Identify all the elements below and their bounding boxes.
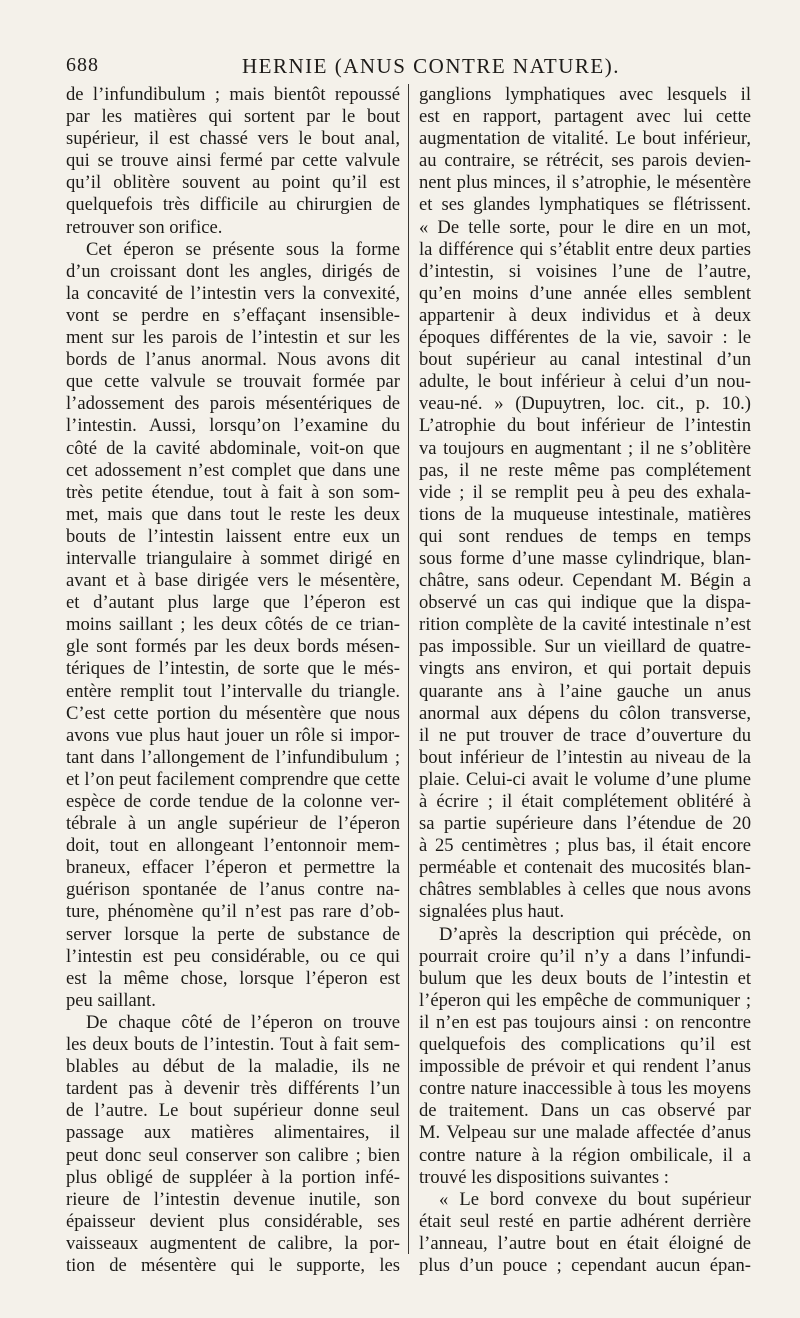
text-line: et d’autant plus large que l’éperon est: [66, 592, 400, 614]
text-line: tébrale à un angle supérieur de l’éperon: [66, 813, 400, 835]
text-line: plus obligé de suppléer à la portion infé-: [66, 1166, 400, 1188]
text-line: intervalle triangulaire à sommet dirigé en: [66, 547, 400, 569]
text-line: ment sur les parois de l’intestin et sur les: [66, 327, 400, 349]
text-line: de l’autre. Le bout supérieur donne seul: [66, 1100, 400, 1122]
text-line: trouvé les dispositions suivantes :: [419, 1166, 669, 1188]
text-line: quelquefois très difficile au chirurgien de: [66, 194, 400, 216]
text-line: d’intestin, si voisines l’une de l’autre,: [419, 260, 751, 282]
text-line: passage aux matières alimentaires, il: [66, 1122, 400, 1144]
text-line: était seul resté en partie adhérent derrière: [419, 1210, 751, 1232]
text-line: avons vue plus haut jouer un rôle si impor-: [66, 724, 400, 746]
text-line: vide ; il se remplit peu à peu des exhala-: [419, 481, 751, 503]
page-number: 688: [66, 54, 99, 76]
text-line: adulte, le bout inférieur à celui d’un nou-: [419, 371, 751, 393]
text-line: doit, tout en allongeant l’entonnoir mem-: [66, 835, 400, 857]
text-line: nent plus minces, il s’atrophie, le mésentère: [419, 172, 751, 194]
text-line: quelquefois des complications qu’il est: [419, 1034, 751, 1056]
text-line: retrouver son orifice.: [66, 216, 223, 238]
text-line: l’anneau, l’autre bout en était éloigné de: [419, 1232, 751, 1254]
text-line: augmentation de vitalité. Le bout inférieur,: [419, 128, 751, 150]
text-line: va toujours en augmentant ; il ne s’oblitère: [419, 437, 751, 459]
text-line: au contraire, se rétrécit, ses parois devien-: [419, 150, 751, 172]
text-line: les deux bouts de l’intestin. Tout à fait sem-: [66, 1034, 400, 1056]
text-line: qui se trouve ainsi fermé par cette valvule: [66, 150, 400, 172]
text-line: qu’il oblitère souvent au point qu’il est: [66, 172, 400, 194]
text-line: avant et à base dirigée vers le mésentère,: [66, 570, 400, 592]
text-line: pas, il ne reste même pas complétement: [419, 459, 751, 481]
text-line: bout inférieur de l’intestin au niveau de la: [419, 746, 751, 768]
text-line: tardent pas à devenir très différents l’un: [66, 1078, 400, 1100]
column-divider: [408, 84, 409, 1254]
text-line: tant dans l’allongement de l’infundibulum ;: [66, 746, 400, 768]
text-line: bouts de l’intestin laissent entre eux un: [66, 525, 400, 547]
text-line: est en rapport, partagent avec lui cette: [419, 106, 751, 128]
text-line: tion de mésentère qui le supporte, les: [66, 1254, 400, 1276]
text-line: la différence qui s’établit entre deux parties: [419, 238, 751, 260]
text-line: l’éperon qui les empêche de communiquer ;: [419, 989, 751, 1011]
text-line: qu’en moins d’une année elles semblent: [419, 282, 751, 304]
text-line: C’est cette portion du mésentère que nous: [66, 702, 400, 724]
text-line: vingts ans environ, et qui portait depuis: [419, 658, 751, 680]
text-line: pas impossible. Sur un vieillard de quatre-: [419, 636, 751, 658]
text-line: tions de la muqueuse intestinale, matières: [419, 503, 751, 525]
text-line: par les matières qui sortent par le bout: [66, 106, 400, 128]
text-line: ture, phénomène qu’il n’est pas rare d’ob-: [66, 901, 400, 923]
text-line: châtre, sans odeur. Cependant M. Bégin a: [419, 570, 751, 592]
right-column: [419, 84, 751, 1277]
text-line: De chaque côté de l’éperon on trouve: [86, 1011, 400, 1033]
text-line: époques différentes de la vie, savoir : le: [419, 327, 751, 349]
text-line: Cet éperon se présente sous la forme: [86, 238, 400, 260]
text-line: que cette valvule se trouvait formée par: [66, 371, 400, 393]
text-line: très petite étendue, tout à fait à son som-: [66, 481, 400, 503]
text-line: à écrire ; il était complétement oblitéré à: [419, 791, 751, 812]
text-line: à 25 centimètres ; plus bas, il était encore: [419, 835, 751, 857]
text-line: pourrait croire qu’il n’y a dans l’infundi-: [419, 945, 751, 967]
text-line: appartenir à deux individus et à deux: [419, 304, 751, 326]
text-line: observé un cas qui indique que la dispa-: [419, 592, 751, 614]
text-line: rition complète de la cavité intestinale n’est: [419, 614, 751, 636]
text-line: guérison spontanée de l’anus contre na-: [66, 879, 400, 901]
text-line: l’intestin est peu considérable, ou ce qui: [66, 945, 400, 967]
text-line: sous forme d’une masse cylindrique, blan-: [419, 547, 751, 569]
text-line: « Le bord convexe du bout supérieur: [439, 1188, 751, 1210]
text-line: châtres semblables à celles que nous avons: [419, 879, 751, 901]
text-line: d’un croissant dont les angles, dirigés de: [66, 260, 400, 282]
text-line: qui sont rendues de temps en temps: [419, 525, 751, 547]
left-column: [66, 84, 400, 1277]
text-line: M. Velpeau sur une malade affectée d’anus: [419, 1122, 751, 1144]
text-line: contre nature inaccessible à tous les moyens: [419, 1078, 751, 1100]
text-line: « De telle sorte, pour le dire en un mot,: [419, 216, 751, 238]
text-line: quarante ans à l’aine gauche un anus: [419, 680, 751, 702]
running-title: HERNIE (ANUS CONTRE NATURE).: [242, 54, 620, 78]
text-line: signalées plus haut.: [419, 901, 565, 923]
text-line: vaisseaux augmentent de calibre, la por-: [66, 1232, 400, 1254]
text-line: tériques de l’intestin, de sorte que le més-: [66, 658, 400, 680]
text-line: braneux, effacer l’éperon et permettre la: [66, 857, 400, 879]
text-line: plaie. Celui-ci avait le volume d’une plume: [419, 768, 751, 790]
text-line: cet adossement n’est complet que dans une: [66, 459, 400, 481]
text-line: entère remplit tout l’intervalle du triangle.: [66, 680, 400, 702]
text-line: vont se perdre en s’effaçant insensible-: [66, 304, 400, 326]
text-line: et ses glandes lymphatiques se flétrissent.: [419, 194, 751, 216]
text-line: L’atrophie du bout inférieur de l’intestin: [419, 415, 751, 437]
text-line: contre nature à la région ombilicale, il a: [419, 1144, 751, 1166]
text-line: l’intestin. Aussi, lorsqu’on l’examine du: [66, 415, 400, 437]
text-line: perméable et contenait des mucosités blan-: [419, 857, 751, 879]
text-line: épaisseur devient plus considérable, ses: [66, 1210, 400, 1232]
text-line: anormal aux dépens du côlon transverse,: [419, 702, 751, 724]
text-line: bulum que les deux bouts de l’intestin et: [419, 967, 751, 989]
text-line: il ne put trouver de trace d’ouverture du: [419, 724, 751, 746]
text-line: rieure de l’intestin devenue inutile, son: [66, 1188, 400, 1210]
text-line: server lorsque la perte de substance de: [66, 923, 400, 945]
text-line: met, mais que dans tout le reste les deux: [66, 503, 400, 525]
text-line: côté de la cavité abdominale, voit-on que: [66, 437, 400, 459]
text-line: gle sont formés par les deux bords mésen-: [66, 636, 400, 658]
text-line: de traitement. Dans un cas observé par: [419, 1100, 751, 1122]
text-line: veau-né. » (Dupuytren, loc. cit., p. 10.): [419, 393, 751, 415]
text-line: blables au début de la maladie, ils ne: [66, 1056, 400, 1078]
text-line: ganglions lymphatiques avec lesquels il: [419, 84, 751, 105]
text-line: bords de l’anus anormal. Nous avons dit: [66, 349, 400, 371]
running-head: [66, 54, 754, 82]
text-line: moins saillant ; les deux côtés de ce trian-: [66, 614, 400, 636]
text-line: plus d’un pouce ; cependant aucun épan-: [419, 1254, 751, 1276]
text-line: est la même chose, lorsque l’éperon est: [66, 967, 400, 989]
text-line: peut donc seul conserver son calibre ; bien: [66, 1144, 400, 1166]
text-line: l’adossement des parois mésentériques de: [66, 393, 400, 415]
text-line: D’après la description qui précède, on: [439, 923, 751, 945]
text-line: supérieur, il est chassé vers le bout anal,: [66, 128, 400, 150]
text-line: il n’en est pas toujours ainsi : on rencontre: [419, 1011, 751, 1033]
text-line: sa partie supérieure dans l’étendue de 20: [419, 813, 751, 835]
text-line: la concavité de l’intestin vers la convexité,: [66, 282, 400, 304]
text-line: de l’infundibulum ; mais bientôt repoussé: [66, 84, 400, 105]
text-line: bout supérieur au canal intestinal d’un: [419, 349, 751, 371]
text-line: peu saillant.: [66, 989, 156, 1011]
text-line: espèce de corde tendue de la colonne ver-: [66, 791, 400, 812]
text-line: et l’on peut facilement comprendre que cette: [66, 768, 400, 790]
text-line: impossible de prévoir et qui rendent l’anus: [419, 1056, 751, 1078]
